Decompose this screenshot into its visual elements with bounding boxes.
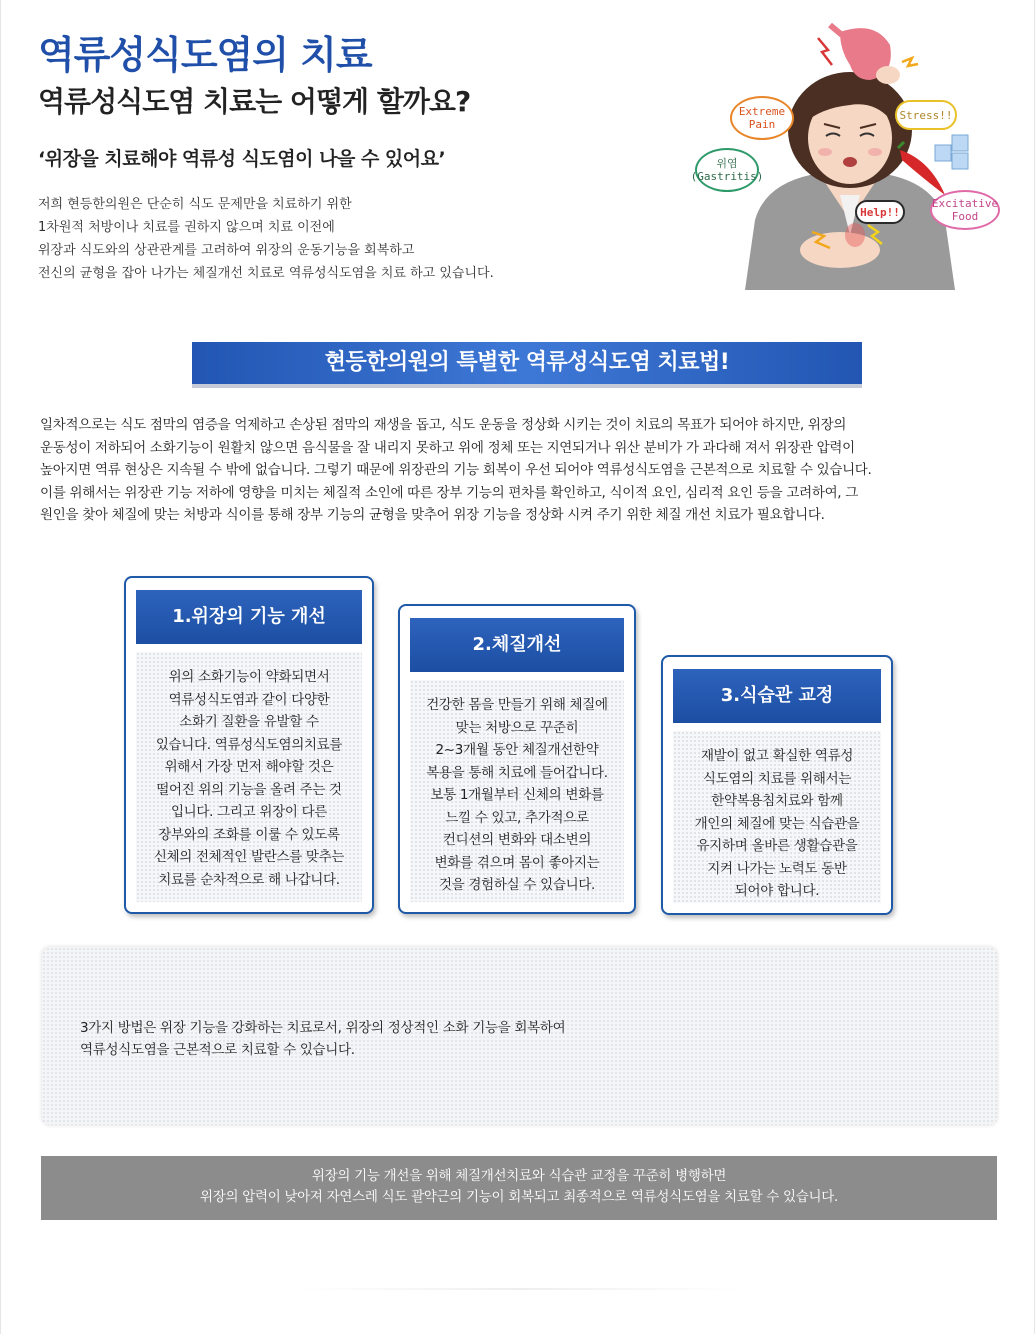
body-line: 이를 위해서는 위장관 기능 저하에 영향을 미치는 체질적 소인에 따른 장부 기능의 편차를 확인하고, 식이적 요인, 심리적 요인 등을 고려하여, 그 — [40, 484, 859, 501]
card-line: 복용을 통해 치료에 들어갑니다. — [426, 764, 608, 781]
intro-line: 저희 현등한의원은 단순히 식도 문제만을 치료하기 위한 — [38, 197, 352, 212]
card-line: 맞는 처방으로 꾸준히 — [455, 719, 579, 736]
card-line: 컨디션의 변화와 대소변의 — [442, 832, 592, 848]
bubble-gastritis — [690, 148, 764, 192]
bubble-gastritis-line: 위염 — [716, 157, 738, 170]
card-line: 2~3개월 동안 체질개선한약 — [435, 742, 599, 758]
card-line: 유지하며 올바른 생활습관을 — [696, 838, 858, 854]
intro-line: 전신의 균형을 잡아 나가는 체질개선 치료로 역류성식도염을 치료 하고 있습니다. — [38, 266, 494, 281]
card-title: 2.체질개선 — [410, 618, 624, 672]
card-line: 개인의 체질에 맞는 식습관을 — [694, 815, 860, 832]
card-line: 떨어진 위의 기능을 올려 주는 것 — [156, 781, 342, 798]
card-line: 위해서 가장 먼저 해야할 것은 — [164, 759, 334, 775]
card-line: 것을 경험하실 수 있습니다. — [438, 877, 596, 893]
body-line: 일차적으로는 식도 점막의 염증을 억제하고 손상된 점막의 재생을 돕고, 식도 운동을 정상화 시키는 것이 치료의 목표가 되어야 하지만, 위장의 — [40, 417, 847, 433]
card-line: 장부와의 조화를 이룰 수 있도록 — [158, 826, 340, 843]
card-body — [136, 652, 362, 902]
bubble-excitative-food — [930, 190, 1000, 230]
card-line: 변화를 겪으며 몸이 좋아지는 — [434, 854, 600, 871]
bubble-stress — [895, 100, 957, 130]
card-line: 되어야 합니다. — [734, 883, 820, 899]
page-title: 역류성식도염의 치료 — [38, 33, 372, 77]
card-line: 신체의 전체적인 발란스를 맞추는 — [153, 849, 345, 865]
card-line: 식도염의 치료를 위해서는 — [702, 770, 852, 787]
card-line: 한약복용침치료와 함께 — [711, 793, 843, 809]
bubble-help-label: Help!! — [860, 205, 900, 219]
card-line: 역류성식도염과 같이 다양한 — [168, 691, 330, 708]
bubble-pain-line: Pain — [748, 118, 776, 131]
footer-line: 위장의 기능 개선을 위해 체질개선치료와 식습관 교정을 꾸준히 병행하면 — [311, 1168, 727, 1184]
bottom-divider — [300, 1288, 740, 1290]
card-line: 느낄 수 있고, 추가적으로 — [445, 809, 589, 826]
card-stomach-function — [124, 576, 374, 914]
card-eating-habits — [661, 655, 893, 915]
footer-bar — [41, 1156, 997, 1220]
page-subtitle: 역류성식도염 치료는 어떻게 할까요? — [38, 85, 471, 118]
card-line: 소화기 질환을 유발할 수 — [179, 714, 319, 730]
intro-line: 1차원적 처방이나 치료를 권하지 않으며 치료 이전에 — [38, 220, 335, 235]
section-body — [40, 414, 1000, 527]
section-banner: 현등한의원의 특별한 역류성식도염 치료법! — [192, 342, 862, 384]
card-title: 3.식습관 교정 — [673, 669, 881, 723]
bubble-extreme-pain — [730, 96, 794, 140]
summary-line: 역류성식도염을 근본적으로 치료할 수 있습니다. — [80, 1042, 355, 1058]
bubble-food-line: Excitative — [931, 197, 999, 210]
card-title: 1.위장의 기능 개선 — [136, 590, 362, 644]
card-body — [410, 680, 624, 902]
card-line: 재발이 없고 확실한 역류성 — [700, 748, 854, 764]
bubble-gastritis-line: (Gastritis) — [690, 170, 764, 183]
card-body — [673, 731, 881, 903]
heartburn-illustration — [690, 20, 1010, 290]
quote-text: ‘위장을 치료해야 역류성 식도염이 나을 수 있어요’ — [38, 148, 446, 170]
intro-line: 위장과 식도와의 상관관계를 고려하여 위장의 운동기능을 회복하고 — [38, 243, 415, 258]
bubble-pain-line: Extreme — [738, 105, 786, 118]
body-line: 높아지면 역류 현상은 지속될 수 밖에 없습니다. 그렇기 때문에 위장관의 기능 회복이 우선 되어야 역류성식도염을 근본적으로 치료할 수 있습니다. — [40, 462, 872, 478]
bubble-help — [855, 200, 905, 224]
summary-box — [42, 947, 997, 1125]
card-line: 지켜 나가는 노력도 동반 — [707, 860, 847, 877]
footer-line: 위장의 압력이 낮아져 자연스레 식도 괄약근의 기능이 회복되고 최종적으로 역류성식도염을 치료할 수 있습니다. — [200, 1189, 838, 1205]
bubble-stress-label: Stress!! — [899, 108, 953, 122]
card-line: 입니다. 그리고 위장이 다른 — [170, 804, 328, 820]
summary-line: 3가지 방법은 위장 기능을 강화하는 치료로서, 위장의 정상적인 소화 기능을 회복하여 — [80, 1020, 566, 1036]
card-line: 건강한 몸을 만들기 위해 체질에 — [426, 697, 608, 713]
card-line: 치료를 순차적으로 해 나갑니다. — [158, 871, 340, 888]
intro-paragraph — [38, 193, 658, 285]
summary-text — [80, 1017, 565, 1061]
bubble-food-line: Food — [951, 210, 979, 223]
body-line: 원인을 찾아 체질에 맞는 처방과 식이를 통해 장부 기능의 균형을 맞추어 위장 기능을 정상화 시켜 주기 위한 체질 개선 치료가 필요합니다. — [40, 507, 825, 523]
card-line: 보통 1개월부터 신체의 변화를 — [430, 787, 604, 803]
card-constitution — [398, 604, 636, 914]
card-line: 위의 소화기능이 약화되면서 — [168, 669, 330, 685]
body-line: 운동성이 저하되어 소화기능이 원활치 않으면 음식물을 잘 내리지 못하고 위에 정체 또는 지연되거나 위산 분비가 가 과다해 져서 위장관 압력이 — [40, 439, 855, 456]
card-line: 있습니다. 역류성식도염의치료를 — [155, 736, 343, 753]
